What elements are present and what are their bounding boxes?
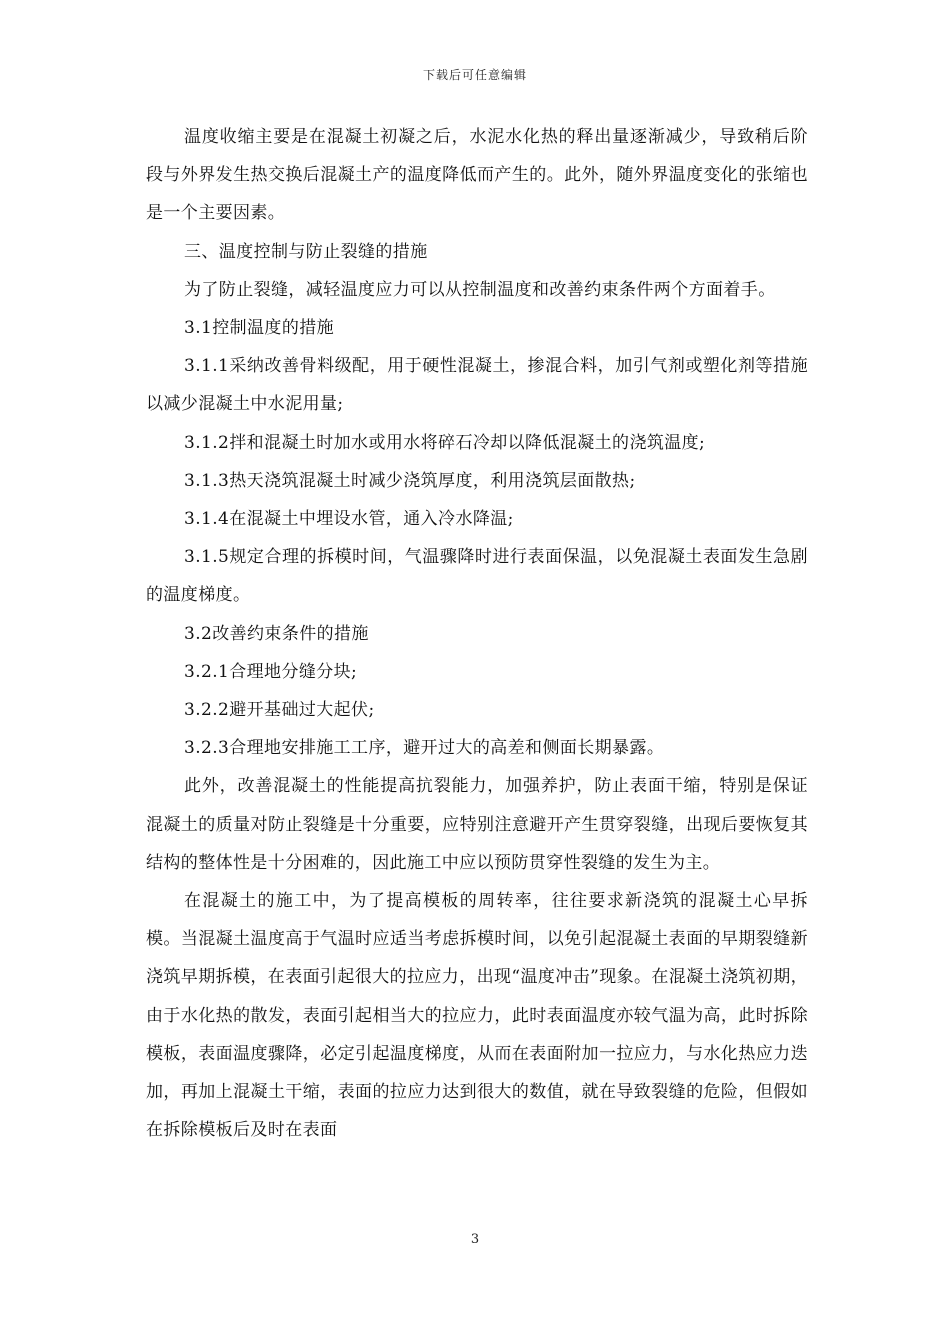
list-item: 3.2.1合理地分缝分块;: [184, 661, 358, 682]
page-number: 3: [470, 1232, 480, 1247]
page-header: 下载后可任意编辑: [422, 68, 527, 82]
paragraph: 此外，改善混凝土的性能提高抗裂能力，加强养护，防止表面干缩，特别是保证混凝土的质量对防止裂缝是十分重要，应特别注意避开产生贯穿裂缝，出现后要恢复其结构的整体性是十分困难的，因此施工中应以预防贯穿性裂缝的发生为主。: [146, 776, 808, 873]
paragraph: 温度收缩主要是在混凝土初凝之后，水泥水化热的释出量逐渐减少，导致稍后阶段与外界发生热交换后混凝土产的温度降低而产生的。此外，随外界温度变化的张缩也是一个主要因素。: [146, 127, 808, 224]
paragraph: 为了防止裂缝，减轻温度应力可以从控制温度和改善约束条件两个方面着手。: [184, 279, 776, 300]
subsection-heading: 3.1控制温度的措施: [184, 318, 335, 339]
subsection-heading: 3.2改善约束条件的措施: [184, 623, 369, 644]
list-item: 3.2.3合理地安排施工工序，避开过大的高差和侧面长期暴露。: [184, 738, 665, 759]
list-item: 3.1.3热天浇筑混凝土时减少浇筑厚度，利用浇筑层面散热;: [184, 470, 636, 491]
list-item: 3.1.1采纳改善骨料级配，用于硬性混凝土，掺混合料，加引气剂或塑化剂等措施以减少混凝土中水泥用量;: [146, 356, 808, 415]
list-item: 3.1.5规定合理的拆模时间，气温骤降时进行表面保温，以免混凝土表面发生急剧的温度梯度。: [146, 547, 808, 606]
list-item: 3.2.2避开基础过大起伏;: [184, 700, 375, 721]
section-heading: 三、温度控制与防止裂缝的措施: [184, 241, 428, 262]
list-item: 3.1.2拌和混凝土时加水或用水将碎石冷却以降低混凝土的浇筑温度;: [184, 432, 706, 453]
paragraph: 在混凝土的施工中，为了提高模板的周转率，往往要求新浇筑的混凝土心早拆模。当混凝土温度高于气温时应适当考虑拆模时间，以免引起混凝土表面的早期裂缝新浇筑早期拆模，在表面引起很大的拉应力，出现“温度冲击”现象。在混凝土浇筑初期，由于水化热的散发，表面引起相当大的拉应力，此时表面温度亦较气温为高，此时拆除模板，表面温度骤降，必定引起温度梯度，从而在表面附加一拉应力，与水化热应力迭加，再加上混凝土干缩，表面的拉应力达到很大的数值，就在导致裂缝的危险，但假如在拆除模板后及时在表面: [146, 891, 808, 1141]
list-item: 3.1.4在混凝土中埋设水管，通入冷水降温;: [184, 509, 514, 530]
document-body: [146, 118, 808, 1149]
